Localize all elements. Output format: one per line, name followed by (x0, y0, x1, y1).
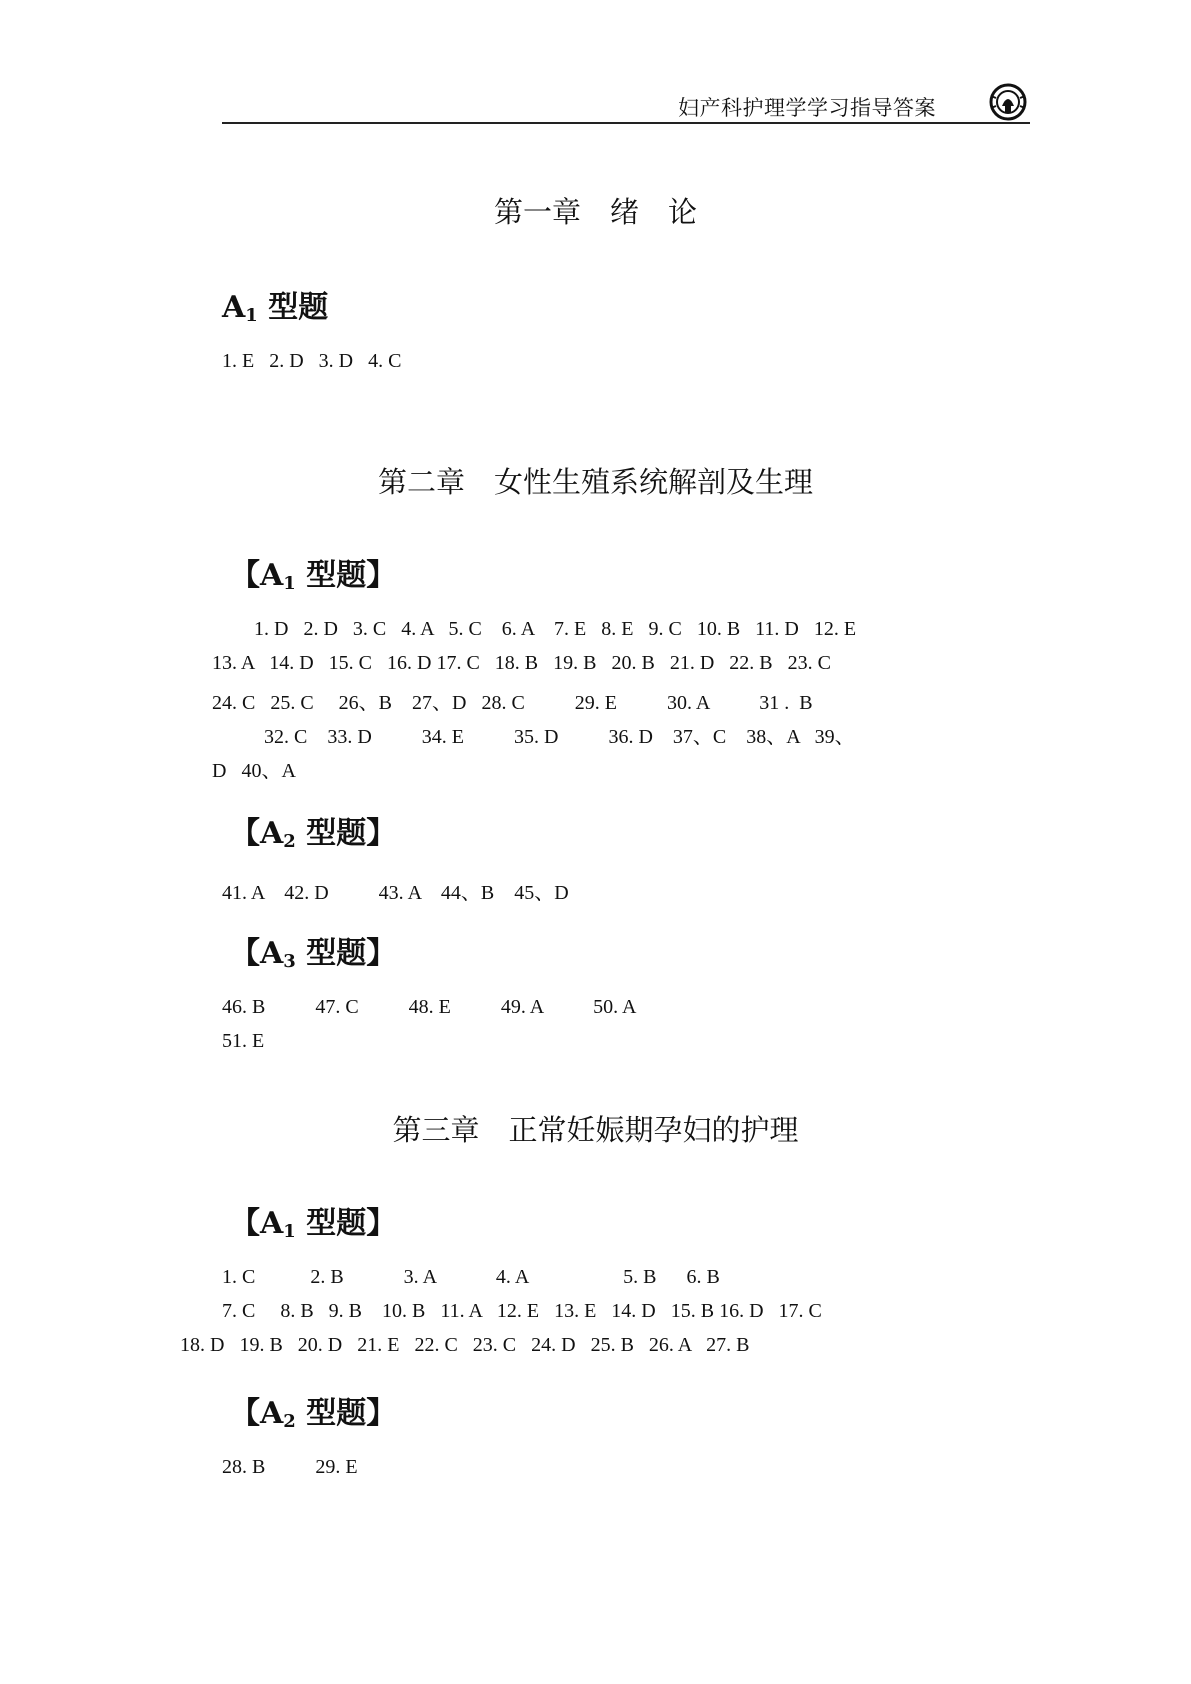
answer-line: 46. B 47. C 48. E 49. A 50. A (222, 996, 637, 1018)
header-title: 妇产科护理学学习指导答案 (678, 96, 936, 120)
chapter-1-title: 第一章 绪 论 (493, 195, 697, 229)
answer-line: 32. C 33. D 34. E 35. D 36. D 37、C 38、A 39、 (264, 726, 855, 748)
answer-line: 13. A 14. D 15. C 16. D 17. C 18. B 19. B 20. B 21. D 22. B 23. C (212, 652, 831, 674)
answer-line: 51. E (222, 1030, 265, 1052)
answer-line: 41. A 42. D 43. A 44、B 45、D (222, 882, 569, 904)
answer-line: D 40、A (212, 760, 296, 782)
chapter-3-section-a1-heading: 【$A_1$ 型题】 (230, 1206, 397, 1242)
chapter-2-section-a1-heading: 【$A_1$ 型题】 (230, 558, 397, 594)
answer-line: 1. E 2. D 3. D 4. C (222, 350, 402, 372)
answer-line: 1. C 2. B 3. A 4. A 5. B 6. B (222, 1266, 720, 1288)
chapter-2-section-a2-heading: 【$A_2$ 型题】 (230, 816, 397, 852)
answer-line: 18. D 19. B 20. D 21. E 22. C 23. C 24. D 25. B 26. A 27. B (180, 1334, 750, 1356)
chapter-3-title: 第三章 正常妊娠期孕妇的护理 (392, 1113, 799, 1147)
nursing-emblem-icon (988, 82, 1028, 122)
answer-line: 28. B 29. E (222, 1456, 358, 1478)
chapter-3-section-a2-heading: 【$A_2$ 型题】 (230, 1396, 397, 1432)
chapter-2-title: 第二章 女性生殖系统解剖及生理 (377, 465, 813, 499)
answer-line: 1. D 2. D 3. C 4. A 5. C 6. A 7. E 8. E 9. C 10. B 11. D 12. E (254, 618, 857, 640)
chapter-2-section-a3-heading: 【$A_3$ 型题】 (230, 936, 397, 972)
running-header (222, 86, 1030, 124)
chapter-1-section-a1-heading: $A_1$ 型题 (222, 290, 329, 326)
answer-line: 7. C 8. B 9. B 10. B 11. A 12. E 13. E 14. D 15. B 16. D 17. C (222, 1300, 822, 1322)
answer-line: 24. C 25. C 26、B 27、D 28. C 29. E 30. A 31 . B (212, 692, 813, 714)
